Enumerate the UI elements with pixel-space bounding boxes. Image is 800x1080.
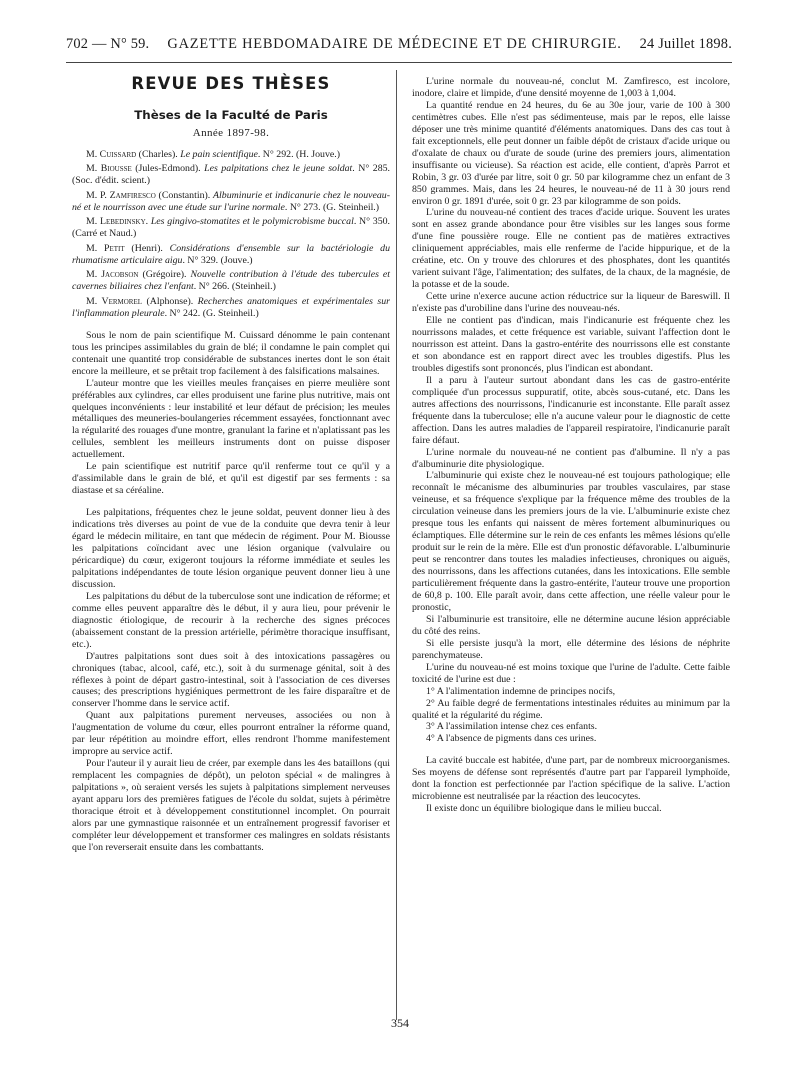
- paragraph: L'urine normale du nouveau-né ne contient pas d'albumine. Il n'y a pas d'albuminurie dite physiologique.: [412, 446, 730, 470]
- thesis-entry: [72, 190, 390, 214]
- paragraph: L'urine normale du nouveau-né, conclut M. Zamfiresco, est incolore, inodore, claire et limpide, d'une densité moyenne de 1,003 à 1,004.: [412, 76, 730, 99]
- paragraph: Il a paru à l'auteur surtout abondant dans les cas de gastro-entérite compliquée d'un processus suppuratif, otite, abcès sous-cutané, etc. Dans les autres affections des nourrissons, l'indicanurie est inconstante. Elle paraît assez fréquente dans la tuberculose; elle n'a aucune valeur pour le diagnostic de cette affection. Dans les autres maladies de l'appareil respiratoire, l'indicanurie paraît faire défaut.: [412, 374, 730, 446]
- thesis-reference: . N° 292. (H. Jouve.): [257, 148, 341, 160]
- left-column: [72, 72, 390, 854]
- thesis-list: [72, 149, 390, 320]
- paragraph: D'autres palpitations sont dues soit à des intoxications passagères ou chroniques (tabac, alcool, café, etc.), soit à du surmenage génital, soit à des réflexes à point de départ gastro-intestinal, soit à l'association de ces diverses causes; des prescriptions hygiéniques permettront de les faire disparaître et de conserver l'homme dans le service actif.: [72, 650, 390, 710]
- right-column: [412, 76, 730, 815]
- thesis-author-detail: (Charles).: [136, 148, 181, 160]
- thesis-entry: [72, 243, 390, 267]
- thesis-title: Nouvelle contribution à l'étude des tubercules et cavernes biliaires chez l'enfant: [72, 269, 390, 293]
- section-title: REVUE DES THÈSES: [131, 74, 331, 93]
- year-line: Année 1897-98.: [192, 126, 270, 139]
- thesis-reference: . N° 329. (Jouve.): [182, 254, 253, 266]
- thesis-reference: . N° 266. (Steinheil.): [193, 281, 276, 293]
- thesis-title: Le pain scientifique: [180, 148, 258, 160]
- thesis-title: Recherches anatomiques et expérimentales sur l'inflammation pleurale: [72, 295, 390, 319]
- thesis-entry: [72, 163, 390, 187]
- thesis-author-detail: (Grégoire).: [138, 269, 191, 281]
- paragraph: L'urine du nouveau-né est moins toxique que l'urine de l'adulte. Cette faible toxicité de l'urine est due :: [412, 661, 730, 685]
- thesis-author: M. Jacobson: [86, 269, 139, 281]
- paragraph: L'urine du nouveau-né contient des traces d'acide urique. Souvent les urates sont en assez grande abondance pour être visibles sur les langes sous forme d'une fine poussière rouge. Elle ne contient pas de matières extractives cliniquement appréciables, mais elle renferme de l'acide hippurique, et de la créatine, etc. On y trouve des chlorures et des phosphates, dont les quantités varient suivant l'âge, l'alimentation; des sulfates, de la chaux, de la magnésie, de la potasse et de la soude.: [412, 207, 730, 291]
- thesis-entry: [72, 149, 390, 161]
- thesis-author-detail: (Jules-Edmond).: [131, 163, 205, 175]
- thesis-entry: [72, 269, 390, 293]
- paragraph: Pour l'auteur il y aurait lieu de créer, par exemple dans les 4es bataillons (qui remplacent les compagnies de dépôt), un peloton spécial « de malingres à palpitations », où seraient versés les sujets à palpitations simplement nerveuses ayant apparu lors des premières fatigues de l'école du soldat, sujets à périmètre thoracique étroit et à développement constitutionnel incomplet. On pourrait alors par une gymnastique raisonnée et un entraînement progressif favoriser et compléter leur développement et transformer ces malingres en soldats résistants que l'on reverserait ensuite dans les combattants.: [72, 758, 390, 853]
- paragraph: La cavité buccale est habitée, d'une part, par de nombreux microorganismes. Ses moyens de défense sont représentés d'autre part par l'appareil lymphoïde, dont la fonction est perfectionnée par l'action spécifique de la salive. L'action microbienne est neutralisée par la réaction des leucocytes.: [412, 755, 730, 803]
- thesis-title: Les palpitations chez le jeune soldat: [204, 163, 353, 175]
- header-journal-title: GAZETTE HEBDOMADAIRE DE MÉDECINE ET DE CHIRURGIE.: [167, 36, 622, 52]
- thesis-author: M. Vermorel: [86, 295, 143, 307]
- thesis-author-detail: (Constantin).: [155, 189, 214, 201]
- paragraph: Il existe donc un équilibre biologique dans le milieu buccal.: [426, 803, 662, 815]
- thesis-reference: . N° 273. (G. Steinheil.): [284, 201, 380, 213]
- thesis-reference: . N° 285. (Soc. d'édit. scient.): [72, 163, 391, 187]
- thesis-title: Les gingivo-stomatites et le polymicrobisme buccal: [150, 216, 354, 228]
- list-item: 2° Au faible degré de fermentations intestinales réduites au minimum par la qualité et la régularité du régime.: [412, 697, 730, 721]
- thesis-author: M. Biousse: [86, 163, 132, 175]
- paragraph: Elle ne contient pas d'indican, mais l'indicanurie est fréquente chez les nourrissons malades, et cette fréquence est variable, suivant l'affection dont le nourrisson est atteint. Dans la gastro-entérite des nourrissons elle est constante et son abondance est en rapport direct avec les troubles digestifs. Plus les troubles digestifs sont prononcés, plus l'indican est abondant.: [412, 315, 730, 374]
- list-item: 4° A l'absence de pigments dans ces urines.: [426, 733, 597, 745]
- header-date: 24 Juillet 1898.: [639, 36, 732, 52]
- thesis-author: M. P. Zamfiresco: [86, 189, 156, 201]
- thesis-title: Albuminurie et indicanurie chez le nouveau-né et le nourrisson avec une étude sur l'urine normale: [72, 189, 390, 213]
- paragraph: L'auteur montre que les vieilles meules françaises en pierre meulière sont préférables aux cylindres, car elles produisent une farine plus nutritive, mais ont quelques inconvénients : leur instabilité et leur défaut de précision; les meules métalliques des meuneries-boulangeries récemment essayées, fonctionnant avec la régularité des rouages d'une montre, granulant la farine et n'aplatissant pas les cellules, semblent les meilleurs instruments dont on puisse disposer actuellement.: [72, 377, 390, 461]
- paragraph: Si l'albuminurie est transitoire, elle ne détermine aucune lésion appréciable du côté des reins.: [412, 613, 730, 637]
- thesis-author: M. Lebedinsky: [86, 216, 146, 228]
- paragraph: Si elle persiste jusqu'à la mort, elle détermine des lésions de néphrite parenchymateuse.: [412, 637, 730, 661]
- thesis-reference: . N° 350. (Carré et Naud.): [72, 216, 390, 240]
- paragraph: L'albuminurie qui existe chez le nouveau-né est toujours pathologique; elle reconnaît le mécanisme des albuminuries par troubles vasculaires, par stase veineuse, et sa fréquence s'explique par la fréquence même des troubles de la circulation veineuse dans les premiers jours de la vie. L'albuminurie existe chez presque tous les enfants qui naissent de mères fortement albuminuriques ou éclamptiques. Elle détermine sur le rein de ces enfants les mêmes lésions qu'elle produit sur le rein de la mère. Elle est d'un pronostic défavorable. L'albuminurie peut se rencontrer dans toutes les maladies infectieuses, chroniques ou aiguës, des nourrissons, dans les affections cutanées, dans les intoxications. Elle semble particulièrement fréquente dans la gastro-entérite, l'auteur trouve une proportion de 60,8 p. 100. Elle paraît avoir, dans cette affection, une réelle valeur pour le pronostic,: [412, 470, 730, 613]
- header-rule: [66, 62, 732, 63]
- column-divider: [396, 70, 397, 1020]
- thesis-author-detail: .: [145, 216, 151, 228]
- page-number: 354: [391, 1016, 409, 1030]
- paragraph: Quant aux palpitations purement nerveuses, associées ou non à l'augmentation de volume du cœur, elles pourront entraîner la réforme quand, par leur répétition au moindre effort, elles rendront l'homme manifestement impropre au service actif.: [72, 710, 390, 758]
- paragraph: Les palpitations, fréquentes chez le jeune soldat, peuvent donner lieu à des indications très diverses au point de vue de la conduite que devra tenir à leur égard le médecin militaire, en tant que médecin de régiment. Pour M. Biousse les palpitations coïncidant avec une lésion organique (valvulaire ou péricardique) du cœur, exigeront toujours la réforme immédiate et seules les palpitations indépendantes de toute lésion organique peuvent donner lieu à une discussion.: [72, 507, 390, 590]
- thesis-author: M. Petit: [86, 242, 125, 254]
- thesis-title: Considérations d'ensemble sur la bactériologie du rhumatisme articulaire aigu: [72, 242, 390, 266]
- header-issue: 702 — N° 59.: [66, 36, 150, 52]
- thesis-author: M. Cuissard: [86, 148, 137, 160]
- thesis-author-detail: (Henri).: [124, 242, 170, 254]
- list-item: 1° A l'alimentation indemne de principes nocifs,: [426, 685, 616, 697]
- thesis-entry: [72, 296, 390, 320]
- paragraph: Sous le nom de pain scientifique M. Cuissard dénomme le pain contenant tous les principes assimilables du grain de blé; il condamne le pain complet qui contenait une quantité trop considérable de substances inertes dont le son était encore la meilleure, et se prêtait trop facilement à des falsifications malsaines.: [72, 329, 390, 377]
- paragraph: Le pain scientifique est nutritif parce qu'il renferme tout ce qu'il y a d'assimilable dans le grain de blé, et qu'il est digestif par ses ferments : sa diastase et sa céréaline.: [72, 461, 390, 497]
- paragraph: Cette urine n'exerce aucune action réductrice sur la liqueur de Bareswill. Il n'existe pas d'urobiline dans l'urine des nouveau-nés.: [412, 291, 730, 315]
- thesis-reference: . N° 242. (G. Steinheil.): [164, 307, 259, 319]
- thesis-entry: [72, 216, 390, 240]
- subsection-title: Thèses de la Faculté de Paris: [134, 107, 328, 122]
- paragraph: Les palpitations du début de la tuberculose sont une indication de réforme; et comme elles peuvent apparaître dès le début, il y aura lieu, pour prévenir le diagnostic étiologique, de recourir à la recherche des signes précoces (abaissement constant de la pression artérielle, périmètre thoracique insuffisant, etc.).: [72, 590, 390, 650]
- paragraph: La quantité rendue en 24 heures, du 6e au 30e jour, varie de 100 à 300 centimètres cubes. Elle n'est pas sédimenteuse, mais par le repos, elle laisse déposer une très minime quantité d'éléments anatomiques. Dans des cas tout à fait exceptionnels, elle peut donner un faible dépôt de cristaux d'acide urique ou d'oxalate de chaux ou d'urate de soude (urine des premiers jours, alimentation insuffisante ou vicieuse). Sa réaction est acide, elle contient, d'après Parrot et Robin, 3 gr. 03 d'urée par litre, soit 0 gr. 50 par kilogramme chez un enfant de 3 850 grammes. Mais, dans les 24 heures, le nouveau-né de 11 à 30 jours rend environ 0 gr. 1891 d'urée, soit 0 gr. 23 par kilogramme de son poids.: [412, 99, 730, 207]
- list-item: 3° A l'assimilation intense chez ces enfants.: [426, 721, 598, 733]
- running-header: [66, 36, 732, 58]
- thesis-author-detail: (Alphonse).: [142, 295, 198, 307]
- toxicity-causes-list: [412, 686, 730, 746]
